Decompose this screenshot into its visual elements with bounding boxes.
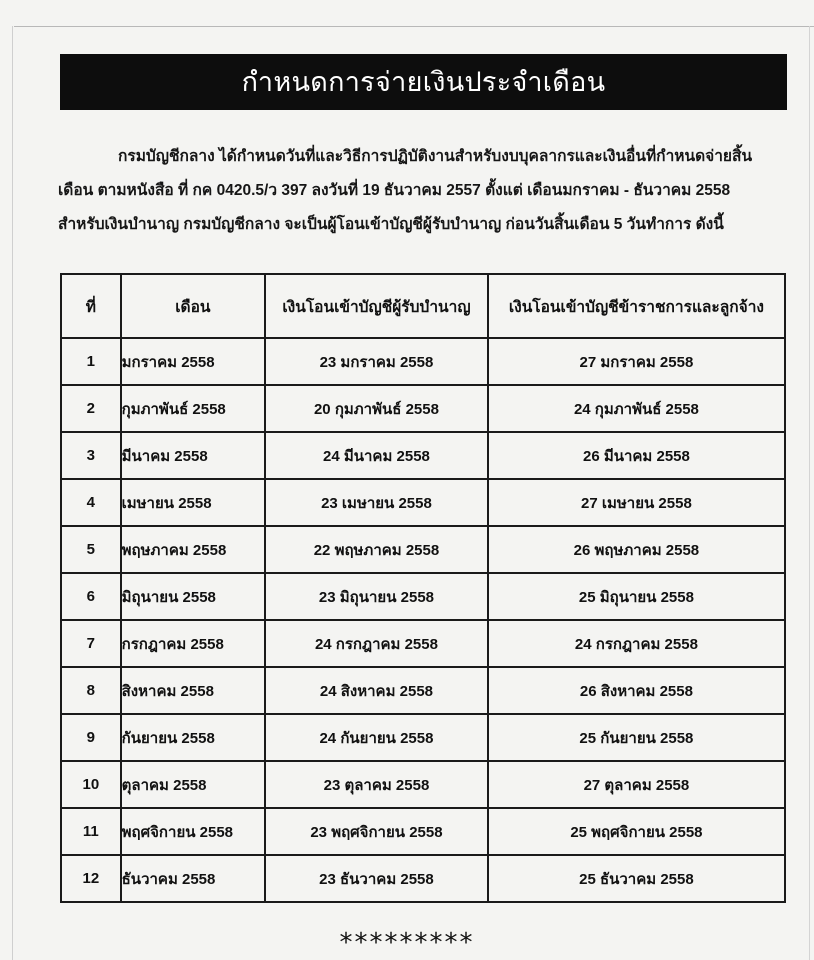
- intro-paragraph: [58, 140, 790, 242]
- cell-pension: 23 ธันวาคม 2558: [265, 855, 488, 902]
- cell-month: มกราคม 2558: [121, 338, 265, 385]
- cell-month: ตุลาคม 2558: [121, 761, 265, 808]
- table-row: [61, 714, 785, 761]
- cell-pension: 22 พฤษภาคม 2558: [265, 526, 488, 573]
- paper-edge: [14, 26, 814, 27]
- cell-no: 10: [61, 761, 121, 808]
- paper-edge: [809, 26, 810, 960]
- cell-no: 1: [61, 338, 121, 385]
- cell-official: 27 ตุลาคม 2558: [488, 761, 785, 808]
- cell-no: 8: [61, 667, 121, 714]
- cell-pension: 23 พฤศจิกายน 2558: [265, 808, 488, 855]
- cell-pension: 24 มีนาคม 2558: [265, 432, 488, 479]
- cell-official: 25 มิถุนายน 2558: [488, 573, 785, 620]
- intro-line: เดือน ตามหนังสือ ที่ กค 0420.5/ว 397 ลงวันที่ 19 ธันวาคม 2557 ตั้งแต่ เดือนมกราคม - ธันวาคม 2558: [58, 182, 731, 199]
- cell-official: 26 พฤษภาคม 2558: [488, 526, 785, 573]
- table-row: [61, 761, 785, 808]
- cell-pension: 23 มกราคม 2558: [265, 338, 488, 385]
- table-row: [61, 479, 785, 526]
- cell-no: 9: [61, 714, 121, 761]
- cell-no: 12: [61, 855, 121, 902]
- cell-month: สิงหาคม 2558: [121, 667, 265, 714]
- header-no: ที่: [61, 274, 121, 338]
- intro-line: สำหรับเงินบำนาญ กรมบัญชีกลาง จะเป็นผู้โอนเข้าบัญชีผู้รับบำนาญ ก่อนวันสิ้นเดือน 5 วันทำการ ดังนี้: [58, 216, 724, 233]
- cell-month: พฤษภาคม 2558: [121, 526, 265, 573]
- cell-no: 5: [61, 526, 121, 573]
- cell-no: 4: [61, 479, 121, 526]
- cell-official: 26 สิงหาคม 2558: [488, 667, 785, 714]
- cell-pension: 24 กันยายน 2558: [265, 714, 488, 761]
- header-pension: เงินโอนเข้าบัญชีผู้รับบำนาญ: [265, 274, 488, 338]
- intro-line: กรมบัญชีกลาง ได้กำหนดวันที่และวิธีการปฏิบัติงานสำหรับงบบุคลากรและเงินอื่นที่กำหนดจ่ายสิ้น: [118, 148, 753, 165]
- cell-no: 11: [61, 808, 121, 855]
- cell-month: กันยายน 2558: [121, 714, 265, 761]
- cell-pension: 23 มิถุนายน 2558: [265, 573, 488, 620]
- paper-edge: [12, 26, 13, 960]
- cell-no: 3: [61, 432, 121, 479]
- cell-official: 25 พฤศจิกายน 2558: [488, 808, 785, 855]
- header-official: เงินโอนเข้าบัญชีข้าราชการและลูกจ้าง: [488, 274, 785, 338]
- cell-official: 25 กันยายน 2558: [488, 714, 785, 761]
- page-title: กำหนดการจ่ายเงินประจำเดือน: [60, 54, 787, 110]
- cell-pension: 24 สิงหาคม 2558: [265, 667, 488, 714]
- table-row: [61, 526, 785, 573]
- table-row: [61, 573, 785, 620]
- cell-official: 27 มกราคม 2558: [488, 338, 785, 385]
- cell-month: เมษายน 2558: [121, 479, 265, 526]
- table-row: [61, 385, 785, 432]
- table-row: [61, 808, 785, 855]
- cell-official: 27 เมษายน 2558: [488, 479, 785, 526]
- cell-pension: 23 ตุลาคม 2558: [265, 761, 488, 808]
- cell-no: 7: [61, 620, 121, 667]
- cell-official: 26 มีนาคม 2558: [488, 432, 785, 479]
- cell-pension: 24 กรกฎาคม 2558: [265, 620, 488, 667]
- cell-month: พฤศจิกายน 2558: [121, 808, 265, 855]
- table-row: [61, 620, 785, 667]
- table-row: [61, 338, 785, 385]
- cell-month: กรกฎาคม 2558: [121, 620, 265, 667]
- cell-official: 25 ธันวาคม 2558: [488, 855, 785, 902]
- cell-no: 6: [61, 573, 121, 620]
- cell-pension: 23 เมษายน 2558: [265, 479, 488, 526]
- cell-no: 2: [61, 385, 121, 432]
- cell-month: กุมภาพันธ์ 2558: [121, 385, 265, 432]
- cell-month: มิถุนายน 2558: [121, 573, 265, 620]
- table-row: [61, 432, 785, 479]
- table-row: [61, 667, 785, 714]
- table-header-row: [61, 274, 785, 338]
- payment-schedule-table: [60, 273, 786, 903]
- cell-official: 24 กรกฎาคม 2558: [488, 620, 785, 667]
- cell-official: 24 กุมภาพันธ์ 2558: [488, 385, 785, 432]
- cell-pension: 20 กุมภาพันธ์ 2558: [265, 385, 488, 432]
- footer-asterisks: *********: [339, 928, 475, 958]
- header-month: เดือน: [121, 274, 265, 338]
- cell-month: มีนาคม 2558: [121, 432, 265, 479]
- cell-month: ธันวาคม 2558: [121, 855, 265, 902]
- table-row: [61, 855, 785, 902]
